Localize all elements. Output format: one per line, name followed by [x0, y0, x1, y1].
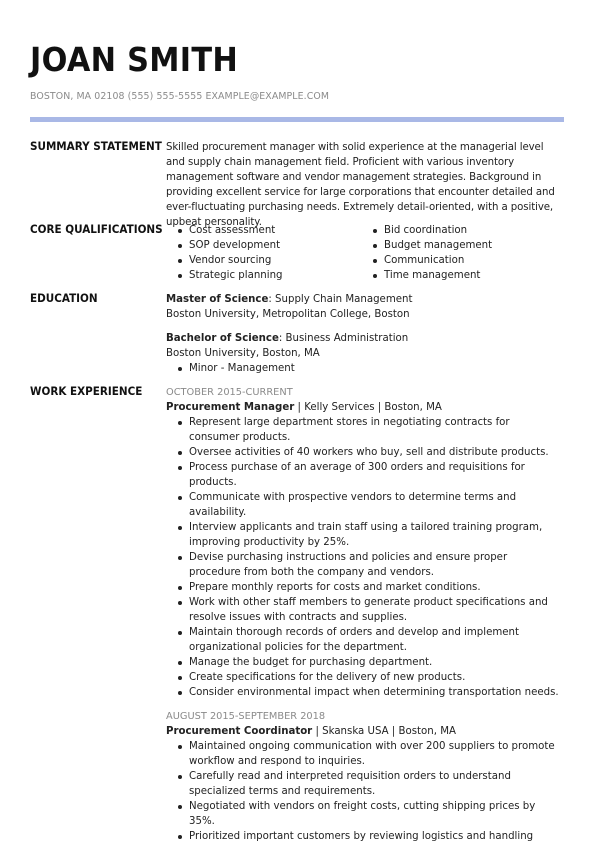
- qualifications-column-1: [166, 223, 361, 283]
- degree-field: : Business Administration: [278, 333, 409, 344]
- job-duty-item: Oversee activities of 40 workers who buy, sell and distribute products.: [166, 445, 560, 460]
- job-duty-item: Prioritized important customers by reviewing logistics and handling: [166, 829, 560, 844]
- section-body: [166, 140, 560, 230]
- qualification-item: Vendor sourcing: [166, 253, 361, 268]
- degree-field: : Supply Chain Management: [268, 294, 413, 305]
- job-duty-item: Create specifications for the delivery of new products.: [166, 670, 560, 685]
- section-title: EDUCATION: [30, 292, 98, 305]
- job-duty-item: Communicate with prospective vendors to determine terms and availability.: [166, 490, 560, 520]
- candidate-name: JOAN SMITH: [30, 40, 239, 79]
- spacer: [166, 322, 560, 331]
- job-role: Procurement Manager: [166, 402, 295, 413]
- job-duty-item: Interview applicants and train staff using a tailored training program, improving productivity by 25%.: [166, 520, 560, 550]
- qualifications-grid: [166, 223, 560, 283]
- qualification-item: SOP development: [166, 238, 361, 253]
- section-title: WORK EXPERIENCE: [30, 385, 143, 398]
- degree-line: [166, 331, 560, 346]
- section-title: CORE QUALIFICATIONS: [30, 223, 163, 236]
- job-duties: [166, 739, 560, 844]
- job-dates: OCTOBER 2015-CURRENT: [166, 387, 293, 398]
- school-name: Boston University, Boston, MA: [166, 348, 320, 359]
- section-body: [166, 385, 560, 844]
- degree-name: Master of Science: [166, 294, 269, 305]
- spacer: [166, 700, 560, 709]
- degree-line: [166, 292, 560, 307]
- job-duty-item: Work with other staff members to generate product specifications and resolve issues with contracts and supplies.: [166, 595, 560, 625]
- job-duty-item: Maintained ongoing communication with over 200 suppliers to promote workflow and respond to inquiries.: [166, 739, 560, 769]
- job-duties: [166, 415, 560, 700]
- qualification-item: Communication: [361, 253, 556, 268]
- qualification-item: Time management: [361, 268, 556, 283]
- qualification-item: Strategic planning: [166, 268, 361, 283]
- job-duty-item: Negotiated with vendors on freight costs, cutting shipping prices by 35%.: [166, 799, 560, 829]
- job-title-line: [166, 724, 560, 739]
- qualification-item: Budget management: [361, 238, 556, 253]
- section-body: [166, 223, 560, 283]
- degree-details: [166, 361, 560, 376]
- job-duty-item: Represent large department stores in negotiating contracts for consumer products.: [166, 415, 560, 445]
- school-name: Boston University, Metropolitan College, Boston: [166, 309, 410, 320]
- summary-text: Skilled procurement manager with solid experience at the managerial level and supply chain management field. Proficient with various inventory management software and vendor management strategies. Background in providing excellent service for large corporations that encounter detailed and ever-fluctuating purchasing needs. Extremely detail-oriented, with a positive, upbeat personality.: [166, 142, 555, 228]
- degree-name: Bachelor of Science: [166, 333, 279, 344]
- job-duty-item: Process purchase of an average of 300 orders and requisitions for products.: [166, 460, 560, 490]
- job-company: | Skanska USA | Boston, MA: [312, 726, 456, 737]
- job-role: Procurement Coordinator: [166, 726, 313, 737]
- job-duty-item: Prepare monthly reports for costs and market conditions.: [166, 580, 560, 595]
- job-duty-item: Maintain thorough records of orders and develop and implement organizational policies for the department.: [166, 625, 560, 655]
- job-duty-item: Consider environmental impact when determining transportation needs.: [166, 685, 560, 700]
- qualification-item: Bid coordination: [361, 223, 556, 238]
- header-divider: [30, 117, 564, 122]
- degree-detail-item: Minor - Management: [166, 361, 560, 376]
- job-duty-item: Manage the budget for purchasing department.: [166, 655, 560, 670]
- job-dates: AUGUST 2015-SEPTEMBER 2018: [166, 711, 326, 722]
- section-body: [166, 292, 560, 376]
- job-title-line: [166, 400, 560, 415]
- job-duty-item: Carefully read and interpreted requisition orders to understand specialized terms and requirements.: [166, 769, 560, 799]
- qualifications-column-2: [361, 223, 556, 283]
- contact-info: BOSTON, MA 02108 (555) 555-5555 EXAMPLE@EXAMPLE.COM: [30, 91, 330, 102]
- section-title: SUMMARY STATEMENT: [30, 140, 162, 153]
- qualification-item: Cost assessment: [166, 223, 361, 238]
- job-duty-item: Devise purchasing instructions and policies and ensure proper procedure from both the company and vendors.: [166, 550, 560, 580]
- job-company: | Kelly Services | Boston, MA: [294, 402, 442, 413]
